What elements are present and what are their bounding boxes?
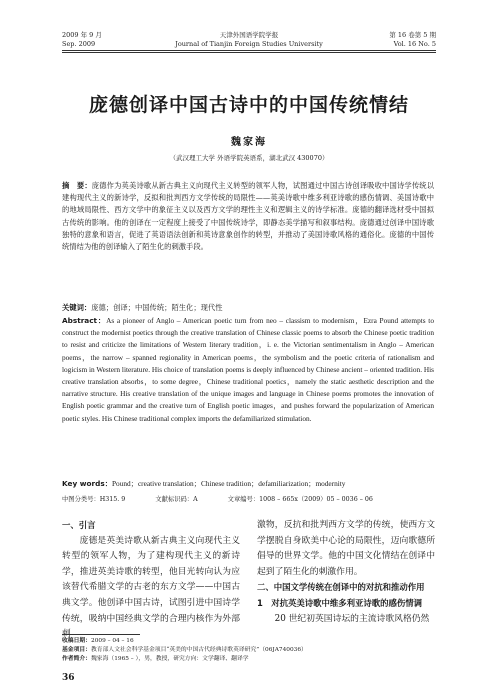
intro-paragraph: 庞德是英美诗歌从新古典主义向现代主义转型的领军人物，为了建构现代主义的新诗学，推进英美诗歌的转型，他目光转向认为应该替代希腊文学的古老的东方文学——中国古典文学。他创译中国古诗，试图引进中国诗学传统，吸纳中国经典文学的合理内核作为外部刺: [62, 535, 240, 640]
keywords-cn-label: 关键词：: [62, 303, 92, 312]
clc-number: 中图分类号：H315. 9: [62, 496, 126, 503]
article-title: 庞德创译中国古诗中的中国传统情结: [88, 94, 409, 116]
author-affiliation: （武汉理工大学 外语学院英语系，湖北武汉 430070）: [169, 154, 329, 162]
keywords-cn-text: 庞德；创译；中国传统；陌生化；现代性: [91, 303, 223, 312]
fund-text: 教育部人文社会科学基金项目“英美的中国古代经典诗歌英译研究”（06JA740036）: [91, 647, 307, 653]
fund-label: 基金项目：: [62, 647, 91, 653]
article-number: 文章编号：1008 – 665x（2009）05 – 0036 – 06: [227, 496, 373, 503]
abstract-en-label: Abstract：: [62, 316, 107, 325]
keywords-cn: [62, 302, 434, 314]
author-bio-label: 作者简介：: [62, 656, 91, 662]
header-volume-cn: 第 16 卷第 5 期: [389, 31, 436, 39]
received-label: 收稿日期：: [62, 638, 91, 644]
abstract-cn-text: 庞德作为英美诗歌从新古典主义向现代主义转型的领军人物，试图通过中国古诗创译吸收中国诗学传统以建构现代主义的新诗学，反拟和批判西方文学传统的局限性——英美诗歌中维多利亚诗歌的感伤情调、美国诗歌中的地域局限性、西方文学中的象征主义以及西方文学的理性主义和逻辑主义的诗学标准。庞德的翻译选材受中国拟古传统的影响。他的创译在一定程度上接受了中国传统诗学，即静态美学描写和叙事结构。庞德通过创译中国诗歌独特的意象和语言，促进了英语语法创新和英诗意象创作的转型，并推动了美国诗歌风格的通俗化。庞德的中国传统情结为他的创译输入了陌生化的刺激手段。: [62, 181, 435, 252]
page-number: 36: [62, 673, 75, 683]
header-date-cn: 2009 年 9 月: [62, 31, 102, 39]
header-date-en: Sep. 2009: [62, 40, 96, 48]
header-rule: [62, 50, 436, 51]
journal-name-cn: 天津外国语学院学报: [219, 31, 279, 39]
header-rule-thin: [62, 52, 436, 53]
received-date: 2009 – 04 – 16: [91, 638, 134, 644]
body-left-column: [62, 518, 240, 643]
author-bio-text: 魏家海（1965 – ），男，教授，研究方向：文学翻译、翻译学: [91, 656, 249, 662]
author-name: 魏家海: [231, 137, 267, 148]
keywords-en: [62, 478, 434, 490]
intro-paragraph-continued: 激物，反抗和批判西方文学的传统，使西方文学摆脱自身欧美中心论的局限性，迈向歌德所倡导的世界文学。他的中国文化情结在创译中起到了陌生化的刺激作用。: [257, 520, 435, 577]
footnote-fund: [62, 646, 307, 655]
section-1-heading: 一、引言: [62, 520, 96, 530]
section-2-heading: 二、中国文学传统在创译中的对抗和推动作用: [257, 582, 425, 593]
footnote-rule: [62, 634, 140, 635]
header-volume-en: Vol. 16 No. 5: [393, 40, 436, 48]
journal-name-en: Journal of Tianjin Foreign Studies University: [175, 40, 323, 48]
section-2-1-paragraph: 20 世纪初英国诗坛的主流诗歌风格仍然: [274, 613, 430, 624]
abstract-en-text: As a pioneer of Anglo – American poetic turn from neo – classism to modernism，Ezra Pound attempts to construct the modernist poetics through the creative translation of Chinese classic poems to absorb the Chinese poetic tradition to resist and criticize the limitations of Western literary tradition，i. e. the Victorian sentimentalism in Anglo – American poems，the narrow – spanned regionality in American poems，the symbolism and the poetic criteria of rationalism and logicism in Western literature. His choice of translation poems is deeply influenced by Chinese ancient – oriented tradition. His creative translation absorbs，to some degree，Chinese traditional poetics，namely the static aesthetic description and the narrative structure. His creative translation of the unique images and language in Chinese poems promotes the innovation of English poetic grammar and the creative turn of English poetic images，and pushes forward the popularization of American poetic styles. His Chinese traditional complex imports the defamiliarized stimulation.: [62, 316, 434, 423]
abstract-cn-label: 摘 要：: [62, 181, 92, 190]
abstract-cn: [62, 180, 434, 253]
body-right-column: [257, 518, 435, 627]
keywords-en-label: Key words：: [62, 479, 112, 488]
classification-line: [62, 494, 403, 503]
footnote-received: [62, 637, 134, 646]
footnote-author-bio: [62, 655, 249, 664]
section-2-1-heading: 1 对抗英美诗歌中维多利亚诗歌的感伤情调: [257, 597, 422, 608]
document-code: 文献标识码：A: [155, 496, 198, 503]
keywords-en-text: Pound；creative translation；Chinese tradition；defamiliarization；modernity: [112, 479, 346, 488]
abstract-en: [62, 315, 434, 425]
